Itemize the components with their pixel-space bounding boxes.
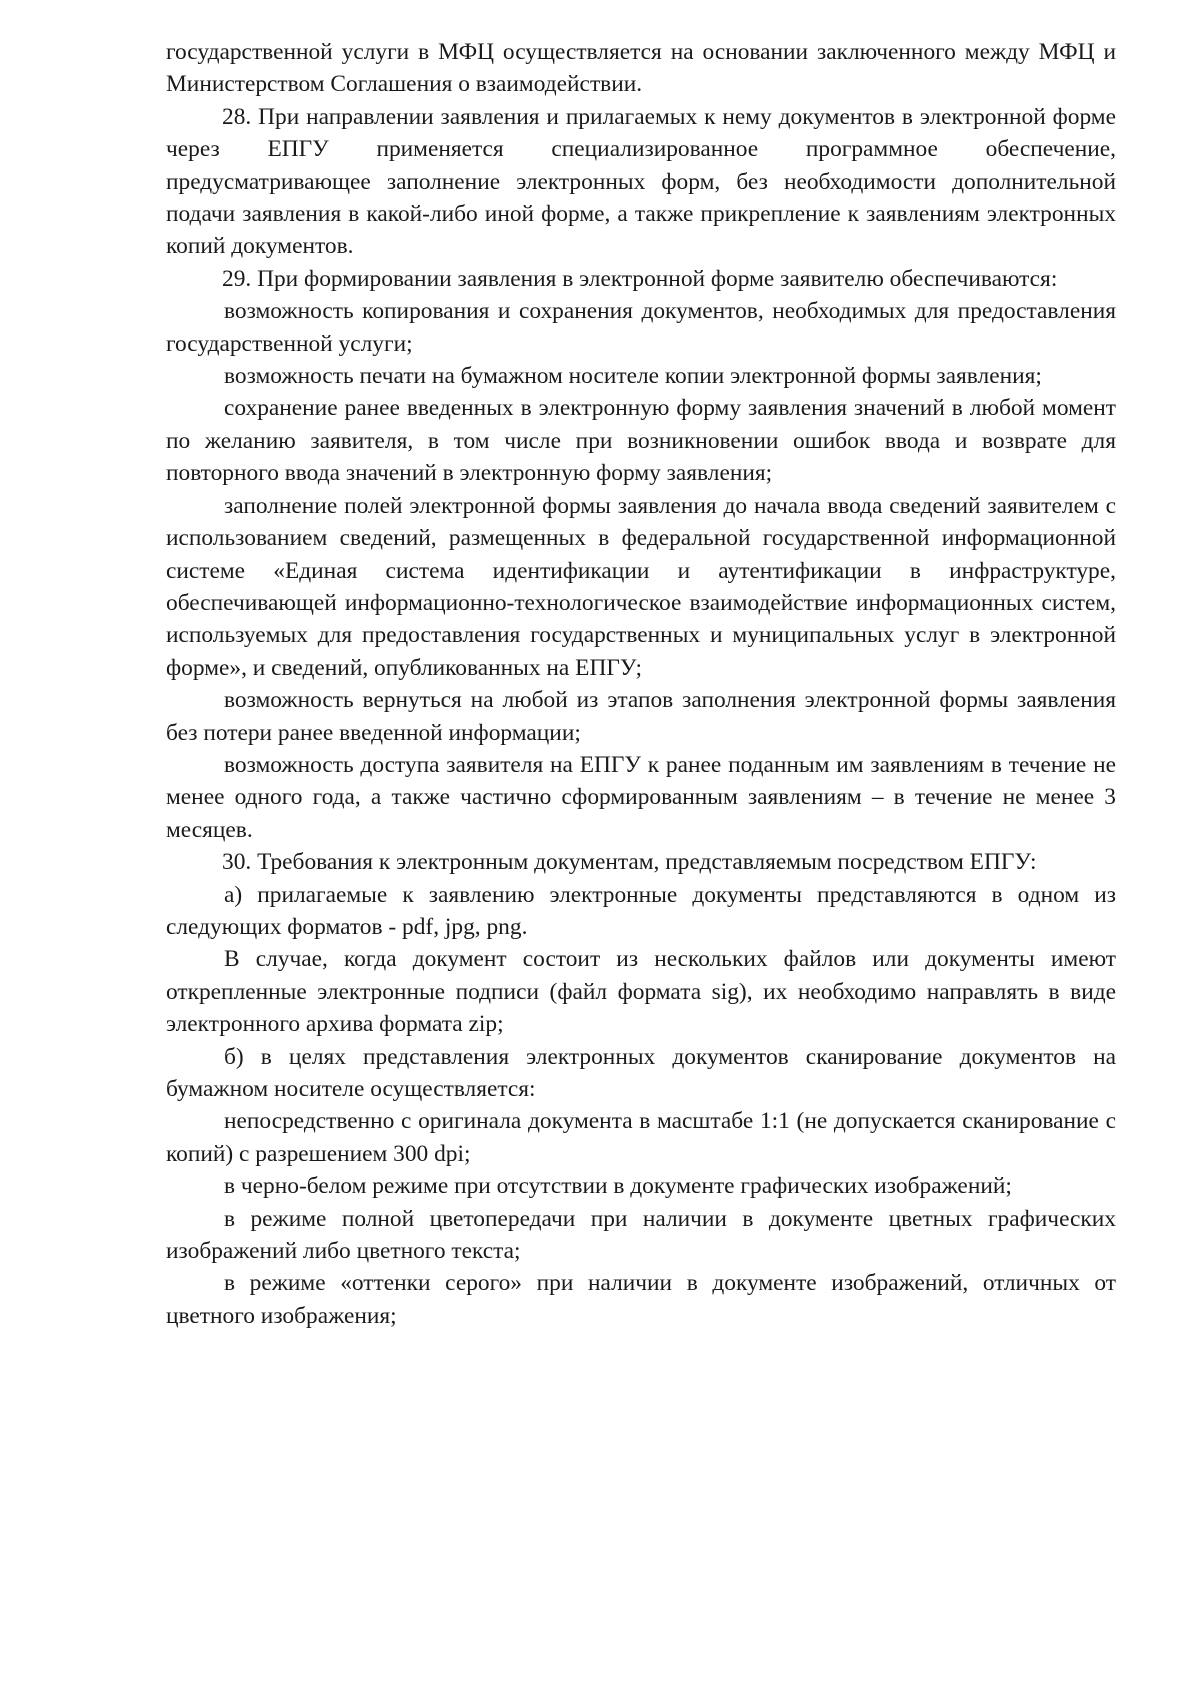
paragraph-29-item-access: возможность доступа заявителя на ЕПГУ к ранее поданным им заявлениям в течение не менее одного года, а также частично сформированным заявлениям – в течение не менее 3 месяцев. [166,751,1116,843]
paragraph-29-item-return: возможность вернуться на любой из этапов заполнения электронной формы заявления без потери ранее введенной информации; [166,687,1116,746]
paragraph-29: 29. При формировании заявления в электронной форме заявителю обеспечиваются: [222,265,1058,292]
paragraph-30-b-scale: непосредственно с оригинала документа в масштабе 1:1 (не допускается сканирование с копий) с разрешением 300 dpi; [166,1108,1116,1167]
paragraph-29-item-autofill: заполнение полей электронной формы заявления до начала ввода сведений заявителем с использованием сведений, размещенных в федеральной государственной информационной системе «Единая система идентификации и аутентификации в инфраструктуре, обеспечивающей информационно-технологическое взаимодействие информационных систем, используемых для предоставления государственных и муниципальных услуг в электронной форме», и сведений, опубликованных на ЕПГУ; [166,492,1116,681]
paragraph-continuation: государственной услуги в МФЦ осуществляется на основании заключенного между МФЦ и Министерством Соглашения о взаимодействии. [166,39,1116,98]
paragraph-30-b-color: в режиме полной цветопередачи при наличии в документе цветных графических изображений либо цветного текста; [166,1205,1116,1265]
paragraph-29-item-save: сохранение ранее введенных в электронную форму заявления значений в любой момент по желанию заявителя, в том числе при возникновении ошибок ввода и возврате для повторного ввода значений в электронную форму заявления; [166,395,1116,487]
paragraph-29-item-copy: возможность копирования и сохранения документов, необходимых для предоставления государственной услуги; [166,298,1116,357]
document-page [166,36,1116,1332]
paragraph-28: 28. При направлении заявления и прилагаемых к нему документов в электронной форме через ЕПГУ применяется специализированное программное обеспечение, предусматривающее заполнение электронных форм, без необходимости дополнительной подачи заявления в какой-либо иной форме, а также прикрепление к заявлениям электронных копий документов. [166,103,1116,260]
paragraph-30-a: а) прилагаемые к заявлению электронные документы представляются в одном из следующих форматов - pdf, jpg, png. [166,881,1116,940]
paragraph-30: 30. Требования к электронным документам, представляемым посредством ЕПГУ: [222,849,1037,876]
paragraph-29-item-print: возможность печати на бумажном носителе копии электронной формы заявления; [224,363,1042,390]
paragraph-30-b-bw: в черно-белом режиме при отсутствии в документе графических изображений; [224,1173,1012,1200]
paragraph-30-zip: В случае, когда документ состоит из нескольких файлов или документы имеют открепленные электронные подписи (файл формата sig), их необходимо направлять в виде электронного архива формата zip; [166,946,1116,1038]
paragraph-30-b: б) в целях представления электронных документов сканирование документов на бумажном носителе осуществляется: [166,1043,1116,1102]
paragraph-30-b-gray: в режиме «оттенки серого» при наличии в документе изображений, отличных от цветного изображения; [166,1270,1116,1329]
